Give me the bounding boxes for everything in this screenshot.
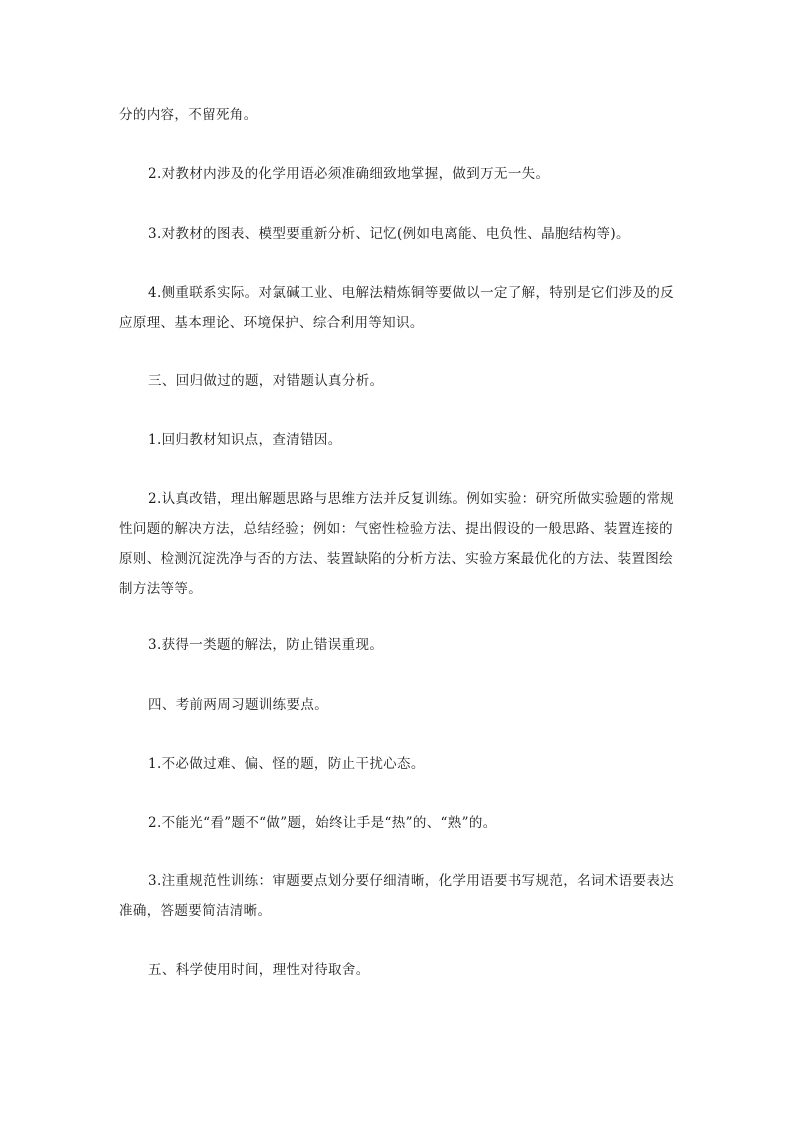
paragraph-item-4 [119,278,685,338]
text-line: 2.对教材内涉及的化学用语必须准确细致地掌握，做到万无一失。 [148,166,550,182]
text-line: 应原理、基本理论、环境保护、综合利用等知识。 [119,315,424,331]
paragraph-item-3b [119,630,685,660]
text-line: 性问题的解决方法，总结经验；例如：气密性检验方法、提出假设的一般思路、装置连接的 [119,521,673,537]
section-heading-4 [119,690,685,720]
text-line: 原则、检测沉淀洗净与否的方法、装置缺陷的分析方法、实验方案最优化的方法、装置图绘 [119,551,673,567]
text-line: 4.侧重联系实际。对氯碱工业、电解法精炼铜等要做以一定了解，特别是它们涉及的反 [148,285,675,301]
paragraph-item-1 [119,425,685,455]
paragraph-item-2 [119,159,685,189]
paragraph-item-3 [119,219,685,249]
text-line: 四、考前两周习题训练要点。 [148,697,329,713]
text-line: 分的内容，不留死角。 [119,107,258,123]
text-line: 2.认真改错，理出解题思路与思维方法并反复训练。例如实验：研究所做实验题的常规 [148,491,675,507]
paragraph-item-3c [119,866,685,926]
text-line: 1.回归教材知识点，查清错因。 [148,432,342,448]
text-line: 1.不必做过难、偏、怪的题，防止干扰心态。 [148,756,425,772]
text-line: 准确，答题要简洁清晰。 [119,903,272,919]
text-line: 3.对教材的图表、模型要重新分析、记忆(例如电离能、电负性、晶胞结构等)。 [148,226,630,242]
section-heading-3 [119,366,685,396]
paragraph-item-1c [119,749,685,779]
paragraph-item-2b [119,484,685,604]
text-line: 五、科学使用时间，理性对待取舍。 [148,962,370,978]
text-line: 3.获得一类题的解法，防止错误重现。 [148,637,384,653]
text-line: 3.注重规范性训练：审题要点划分要仔细清晰，化学用语要书写规范，名词术语要表达 [148,873,675,889]
paragraph-item-2c [119,808,685,838]
text-line: 2.不能光“看”题不“做”题，始终让手是“热”的、“熟”的。 [148,815,497,831]
text-line: 三、回归做过的题，对错题认真分析。 [148,373,384,389]
paragraph-continuation [119,100,685,130]
text-line: 制方法等等。 [119,581,203,597]
section-heading-5 [119,955,685,985]
